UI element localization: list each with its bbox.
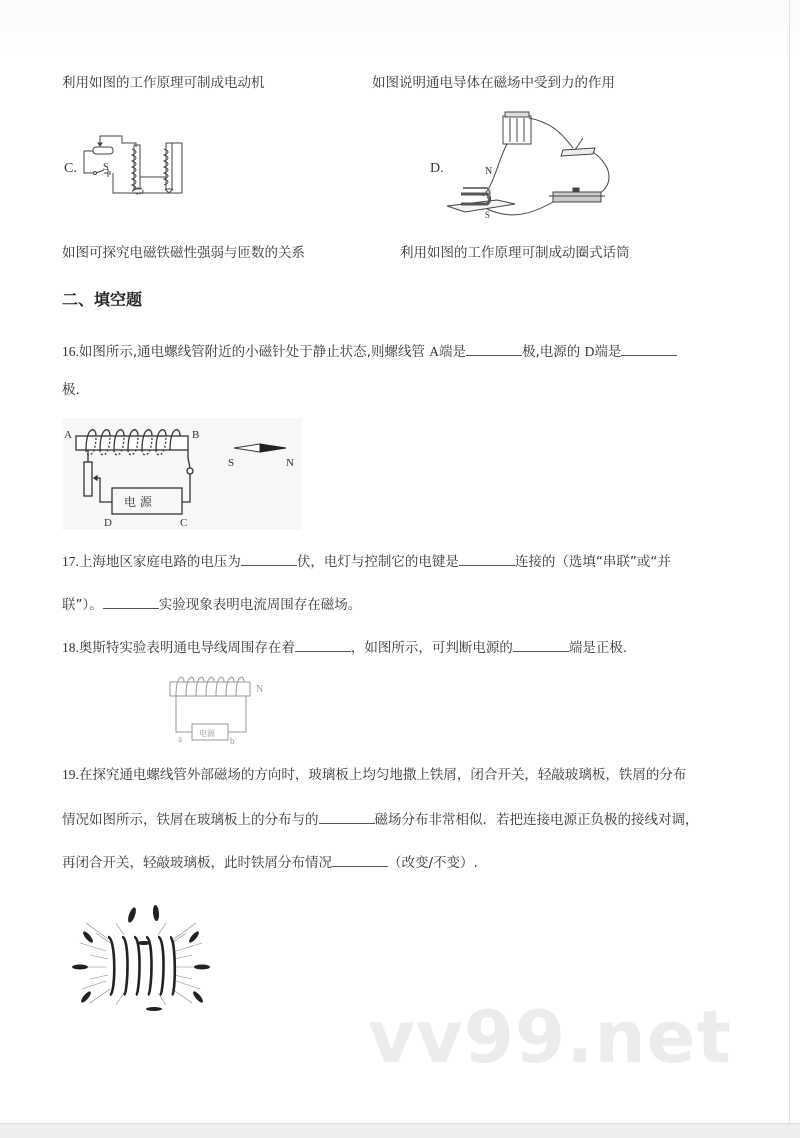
option-d-label: D. [430, 161, 444, 176]
answer-blank[interactable] [513, 637, 569, 652]
page-edge [789, 0, 790, 1123]
page-top-shade [0, 0, 800, 60]
generator-experiment-figure [445, 108, 620, 223]
section-heading: 二、填空题 [62, 290, 143, 309]
answer-blank[interactable] [459, 551, 515, 566]
north-pole-label: N [256, 684, 264, 695]
answer-blank[interactable] [332, 852, 388, 867]
power-source-label: 电 源 [124, 495, 152, 509]
page-bottom-edge [0, 1123, 800, 1138]
question-17-line-1: 17.上海地区家庭电路的电压为 伏，电灯与控制它的电键是 连接的（选填“串联”或“并 [62, 551, 671, 571]
solenoid-circuit-figure [62, 418, 302, 530]
answer-blank[interactable] [103, 594, 159, 609]
iron-filings-figure [66, 893, 216, 1015]
north-pole-label: N [485, 166, 493, 177]
south-pole-label: S [485, 210, 491, 220]
end-a-label: A [64, 429, 72, 441]
end-b-label: B [192, 429, 200, 441]
question-number: 16. [62, 344, 79, 359]
question-number: 17. [62, 554, 79, 569]
terminal-a-label: a [178, 734, 182, 744]
question-16-line-1: 16.如图所示,通电螺线管附近的小磁针处于静止状态,则螺线管 A端是 极,电源的 D端是 [62, 341, 677, 361]
question-17-line-2: 联”）。 实验现象表明电流周围存在磁场。 [62, 594, 361, 614]
option-a-caption: 如图说明通电导体在磁场中受到力的作用 [372, 75, 615, 91]
question-number: 19. [62, 767, 79, 782]
question-19-line-2: 情况如图所示，铁屑在玻璃板上的分布与的 磁场分布非常相似．若把连接电源正负极的接线对调， [62, 809, 699, 829]
answer-blank[interactable] [295, 637, 351, 652]
oersted-solenoid-figure [166, 672, 281, 744]
option-c-label: C. [64, 161, 77, 176]
question-19-line-1: 19.在探究通电螺线管外部磁场的方向时，玻璃板上均匀地撒上铁屑，闭合开关，轻敲玻璃板，铁屑的分布 [62, 767, 687, 783]
question-18-line-1: 18.奥斯特实验表明通电导线周围存在着 ，如图所示，可判断电源的 端是正极. [62, 637, 627, 657]
answer-blank[interactable] [621, 341, 677, 356]
option-b-caption: 利用如图的工作原理可制成电动机 [62, 75, 265, 91]
answer-blank[interactable] [241, 551, 297, 566]
answer-blank[interactable] [319, 809, 375, 824]
switch-label: S [103, 162, 109, 173]
option-c-caption: 如图可探究电磁铁磁性强弱与匝数的关系 [62, 245, 305, 261]
terminal-b-label: b [230, 736, 235, 744]
question-number: 18. [62, 640, 79, 655]
power-source-label: 电源 [199, 729, 215, 738]
needle-n-label: N [286, 457, 294, 469]
terminal-c-label: C [180, 517, 188, 529]
question-19-line-3: 再闭合开关，轻敲玻璃板，此时铁屑分布情况 （改变/不变）. [62, 852, 478, 872]
answer-blank[interactable] [466, 341, 522, 356]
option-d-caption: 利用如图的工作原理可制成动圈式话筒 [400, 245, 630, 261]
electromagnet-circuit-figure [80, 133, 190, 205]
terminal-d-label: D [104, 517, 112, 529]
needle-s-label: S [228, 457, 235, 469]
question-16-line-2: 极. [62, 382, 80, 398]
watermark: vv99.net [368, 995, 732, 1079]
